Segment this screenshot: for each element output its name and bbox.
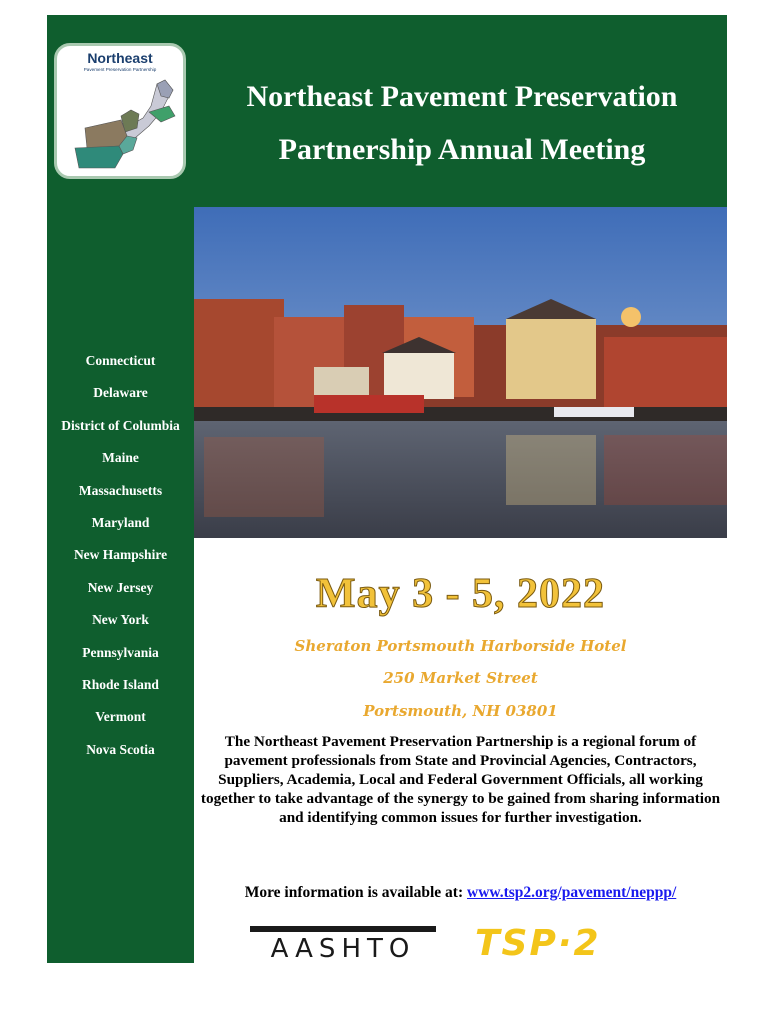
neppp-logo	[54, 43, 186, 179]
state-maryland: Maryland	[91, 514, 150, 530]
title-line-1: Northeast Pavement Preservation	[246, 80, 678, 113]
aashto-logo-text: AASHTO	[270, 934, 416, 964]
venue-city: Portsmouth, NH 03801	[363, 702, 558, 720]
description: The Northeast Pavement Preservation Partnership is a regional forum of pavement professionals from State and Provincial Agencies, Contractors, Suppliers, Academia, Local and Federal Government Officials, all working together to take advantage of the synergy to be gained from sharing information and identifying common issues for further investigation.	[200, 733, 721, 826]
more-info	[194, 884, 727, 902]
flyer	[47, 15, 727, 963]
tsp2-logo-text: TSP·2	[475, 923, 601, 964]
logo-subtitle: Pavement Preservation Partnership	[83, 67, 157, 72]
state-vermont: Vermont	[95, 709, 146, 725]
more-info-label: More information is available at:	[244, 884, 464, 901]
state-massachusetts: Massachusetts	[78, 482, 163, 498]
states-list	[47, 352, 194, 773]
portsmouth-harbor-photo	[194, 207, 727, 538]
state-rhode-island: Rhode Island	[82, 676, 159, 692]
state-new-york: New York	[92, 612, 149, 628]
more-info-link[interactable]: www.tsp2.org/pavement/neppp/	[467, 884, 677, 901]
state-maine: Maine	[102, 450, 139, 466]
northeast-map-icon	[65, 76, 177, 174]
page-title	[207, 70, 717, 176]
venue-street: 250 Market Street	[383, 669, 538, 687]
logo-title: Northeast	[87, 50, 153, 66]
event-dates: May 3 - 5, 2022	[315, 571, 606, 617]
province-nova-scotia: Nova Scotia	[86, 741, 155, 757]
state-new-hampshire: New Hampshire	[73, 547, 168, 563]
aashto-logo	[250, 926, 436, 962]
state-district-of-columbia: District of Columbia	[61, 417, 180, 433]
state-new-jersey: New Jersey	[87, 579, 154, 595]
venue-name: Sheraton Portsmouth Harborside Hotel	[294, 637, 627, 655]
tsp2-logo	[475, 924, 665, 964]
state-pennsylvania: Pennsylvania	[82, 644, 159, 660]
aashto-logo-bar	[250, 926, 436, 932]
state-connecticut: Connecticut	[85, 353, 156, 368]
title-line-2: Partnership Annual Meeting	[278, 133, 646, 166]
state-delaware: Delaware	[93, 385, 148, 401]
